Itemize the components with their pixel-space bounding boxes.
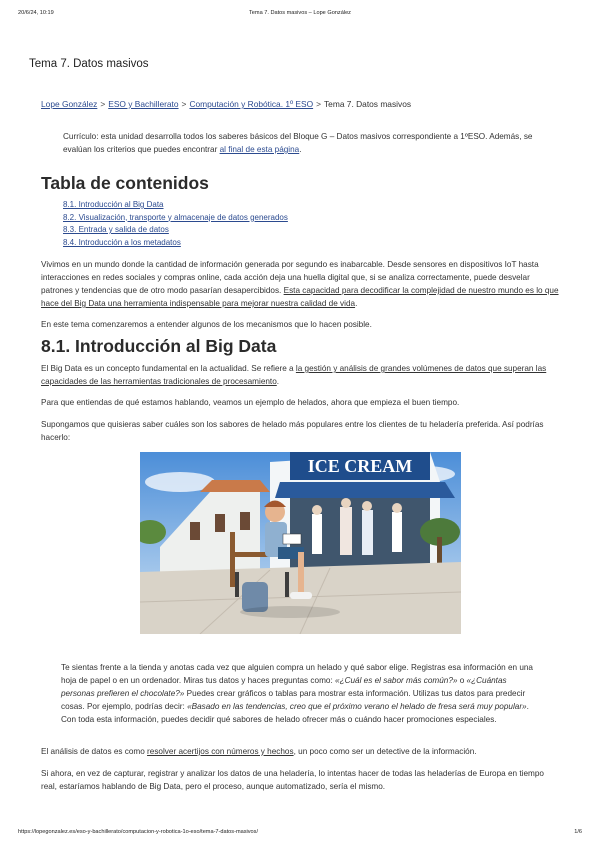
site-title: Tema 7. Datos masivos bbox=[29, 58, 149, 70]
analysis-text: El análisis de datos es como bbox=[41, 747, 148, 756]
intro2-paragraph bbox=[41, 318, 559, 331]
breadcrumb bbox=[41, 99, 411, 109]
example-paragraph bbox=[61, 661, 541, 726]
curriculum-text: Currículo: esta unidad desarrolla todos los saberes básicos del Bloque G – Datos masivos correspondiente a 1ºESO. Además, se evalúan los criterios que puedes encontrar bbox=[63, 132, 533, 154]
toc-item[interactable]: 8.1. Introducción al Big Data bbox=[63, 200, 164, 209]
example-text-2: o bbox=[457, 676, 467, 685]
curriculum-link[interactable]: al final de esta página bbox=[219, 145, 300, 154]
breadcrumb-separator: > bbox=[316, 99, 321, 109]
analysis-paragraph bbox=[41, 745, 559, 758]
intro-text: Vivimos en un mundo donde la cantidad de información generada por segundo es inabarcable. Desde sensores en dispositivos IoT hasta interacciones en redes sociales y compras online, cada acción deja una huella digital que, si se analiza correctamente, puede desvelar patrones y tendencias que de otro modo pasarían desapercibidos. bbox=[41, 260, 539, 295]
example-text-1: Te sientas frente a la tienda y anotas cada vez que alguien compra un helado y qué sabor elige. Registras esa información en una hoja de papel o en un ordenador. Miras tus datos y haces preguntas como: bbox=[61, 663, 533, 685]
closing-text: Si ahora, en vez de capturar, registrar y analizar los datos de una heladería, lo intentas hacer de todas las heladerías de Europa en tiempo real, estaríamos hablando de Big Data, pero el proceso, aunque automatizado, sería el mismo. bbox=[41, 769, 544, 791]
ice-cream-shop-illustration bbox=[140, 452, 461, 634]
toc-heading-wrap bbox=[41, 173, 559, 194]
section-p1-link[interactable]: la gestión y análisis de grandes volúmenes de datos que superan las capacidades de las herramientas tradicionales de procesamiento bbox=[41, 364, 547, 386]
section-p2-text: Para que entiendas de qué estamos hablando, veamos un ejemplo de helados, ahora que empieza el buen tiempo. bbox=[41, 398, 460, 407]
print-page-number: 1/6 bbox=[574, 829, 582, 835]
section-heading: 8.1. Introducción al Big Data bbox=[41, 336, 277, 356]
intro-end: . bbox=[355, 299, 358, 308]
breadcrumb-current: Tema 7. Datos masivos bbox=[324, 99, 412, 109]
toc-heading: Tabla de contenidos bbox=[41, 173, 209, 193]
analysis-link[interactable]: resolver acertijos con números y hechos bbox=[147, 747, 294, 756]
example-text-3: Puedes crear gráficos o tablas para mostrar esta información. Utilizas tus datos para predecir cosas. Por ejemplo, podrías decir: bbox=[61, 689, 526, 711]
section-p1-text: El Big Data es un concepto fundamental en la actualidad. Se refiere a bbox=[41, 364, 296, 373]
analysis-end: , un poco como ser un detective de la información. bbox=[293, 747, 477, 756]
intro-link[interactable]: Esta capacidad para decodificar la complejidad de nuestro mundo es lo que hace del Big Data una herramienta indispensable para mejorar nuestra calidad de vida bbox=[41, 286, 559, 308]
print-date: 20/6/24, 10:19 bbox=[18, 10, 54, 16]
toc-list bbox=[63, 199, 288, 249]
curriculum-end: . bbox=[299, 145, 302, 154]
curriculum-note bbox=[63, 130, 543, 156]
example-quote-2: «¿Cuántas personas prefieren el chocolate?» bbox=[61, 676, 507, 698]
section-p2 bbox=[41, 396, 559, 409]
section-p3-text: Supongamos que quisieras saber cuáles son los sabores de helado más populares entre los clientes de tu heladería preferida. Así podrías hacerlo: bbox=[41, 420, 544, 442]
section-p3 bbox=[41, 418, 559, 444]
intro-paragraph bbox=[41, 258, 559, 310]
breadcrumb-separator: > bbox=[100, 99, 106, 109]
example-quote-1: «¿Cuál es el sabor más común?» bbox=[335, 676, 458, 685]
toc-item[interactable]: 8.3. Entrada y salida de datos bbox=[63, 225, 169, 234]
breadcrumb-course-link[interactable]: Computación y Robótica. 1º ESO bbox=[189, 99, 314, 109]
awning bbox=[275, 482, 455, 498]
toc-item[interactable]: 8.4. Introducción a los metadatos bbox=[63, 237, 181, 247]
section-p1 bbox=[41, 362, 559, 388]
breadcrumb-separator: > bbox=[181, 99, 187, 109]
breadcrumb-eso-link[interactable]: ESO y Bachillerato bbox=[108, 99, 179, 109]
print-doc-title: Tema 7. Datos masivos – Lope González bbox=[249, 10, 351, 16]
shop-sign-text: ICE CREAM bbox=[307, 456, 413, 476]
print-header bbox=[0, 10, 600, 22]
section-p1-end: . bbox=[276, 377, 280, 386]
toc-item[interactable]: 8.2. Visualización, transporte y almacenaje de datos generados bbox=[63, 212, 288, 222]
illustration-svg bbox=[140, 452, 461, 634]
print-url: https://lopegonzalez.es/eso-y-bachillerato/computacion-y-robotica-1o-eso/tema-7-datos-masivos/ bbox=[18, 829, 259, 835]
closing-paragraph bbox=[41, 767, 559, 793]
intro2-text: En este tema comenzaremos a entender algunos de los mecanismos que lo hacen posible. bbox=[41, 320, 372, 329]
example-quote-3: «Basado en las tendencias, creo que el próximo verano el helado de fresa será muy popular» bbox=[187, 702, 527, 711]
breadcrumb-home-link[interactable]: Lope González bbox=[41, 99, 98, 109]
print-footer bbox=[0, 829, 600, 841]
example-text-4: . Con toda esta información, puedes decidir qué sabores de helado ofrecer más o cuándo hacer promociones especiales. bbox=[61, 702, 529, 724]
section-heading-wrap bbox=[41, 336, 559, 357]
